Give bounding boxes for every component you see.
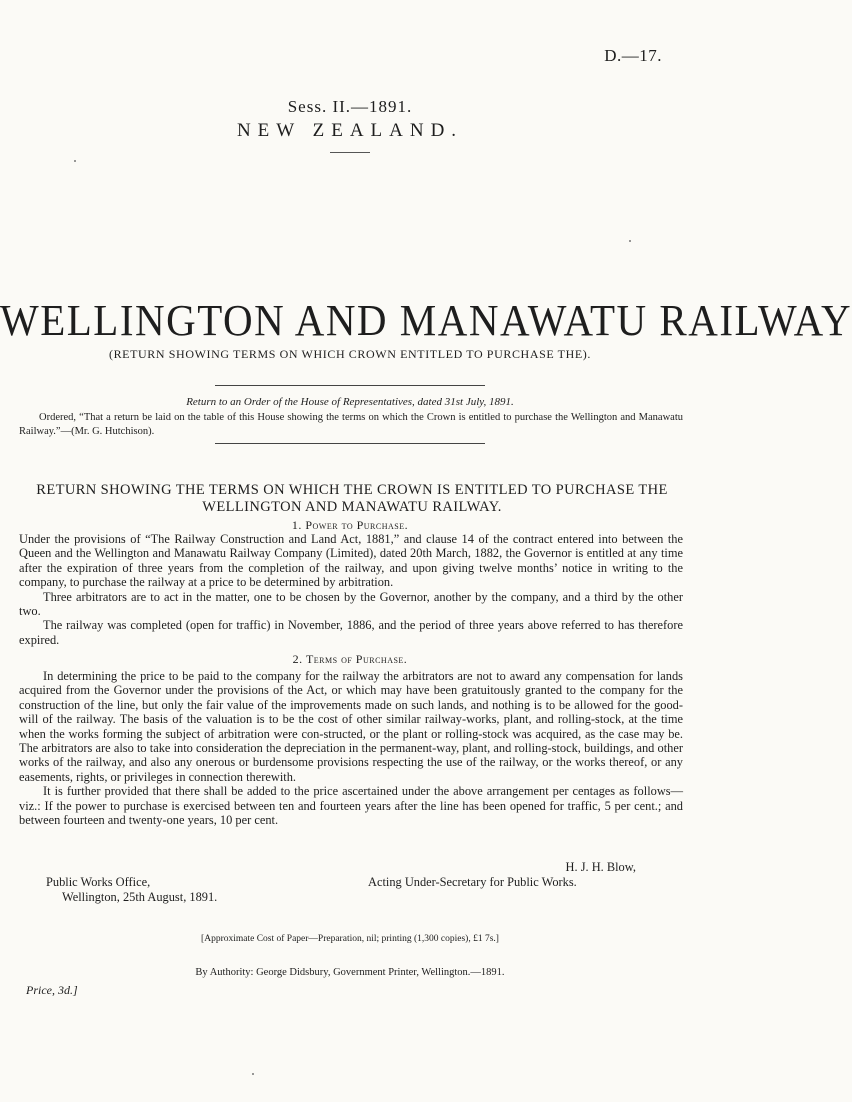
printing-cost-note: [Approximate Cost of Paper—Preparation, nil; printing (1,300 copies), £1 7s.] bbox=[201, 934, 499, 944]
section-terms-text bbox=[19, 669, 683, 827]
price-note: Price, 3d.] bbox=[26, 983, 78, 997]
section-power-text bbox=[19, 532, 683, 647]
office-address bbox=[46, 875, 217, 905]
signatory-name: H. J. H. Blow, bbox=[565, 860, 636, 874]
printer-authority: By Authority: George Didsbury, Government Printer, Wellington.—1891. bbox=[195, 967, 505, 978]
speck bbox=[252, 1073, 254, 1075]
paragraph: The railway was completed (open for traffic) in November, 1886, and the period of three years above referred to has therefore expired. bbox=[19, 618, 683, 647]
speck bbox=[74, 160, 76, 162]
document-subtitle: (RETURN SHOWING TERMS ON WHICH CROWN ENTITLED TO PURCHASE THE). bbox=[108, 347, 592, 361]
office-date-line: Wellington, 25th August, 1891. bbox=[62, 890, 218, 904]
rule-divider bbox=[215, 443, 485, 444]
section-title-terms: 2. Terms of Purchase. bbox=[292, 652, 408, 666]
rule-divider bbox=[215, 385, 485, 386]
return-order-line: Return to an Order of the House of Representatives, dated 31st July, 1891. bbox=[186, 396, 514, 408]
return-heading: RETURN SHOWING THE TERMS ON WHICH THE CROWN IS ENTITLED TO PURCHASE THE WELLINGTON AND MANAWATU RAILWAY. bbox=[36, 482, 668, 515]
speck bbox=[629, 240, 631, 242]
session-line: Sess. II.—1891. bbox=[287, 97, 413, 116]
short-rule bbox=[330, 152, 370, 153]
paragraph: Under the provisions of “The Railway Construction and Land Act, 1881,” and clause 14 of the contract entered into between the Queen and the Wellington and Manawatu Railway Company (Limited), dated 20th March, 1882, the Governor is entitled at any time after the expiration of three years from the completion of the railway, and upon giving twelve months’ notice in writing to the company, to purchase the railway at a price to be determined by arbitration. bbox=[19, 532, 683, 590]
document-title: WELLINGTON AND MANAWATU RAILWAY bbox=[0, 295, 852, 345]
paragraph: It is further provided that there shall be added to the price ascertained under the above arrangement per centages as follows—viz.: If the power to purchase is exercised between ten and fourteen years after the line has been opened for traffic, 5 per cent.; and between fourteen and twenty-one years, 10 per cent. bbox=[19, 784, 683, 828]
office-line: Public Works Office, bbox=[46, 875, 151, 889]
signatory-position: Acting Under-Secretary for Public Works. bbox=[368, 875, 577, 889]
paragraph: Three arbitrators are to act in the matter, one to be chosen by the Governor, another by the company, and a third by the other two. bbox=[19, 589, 683, 619]
section-title-power: 1. Power to Purchase. bbox=[291, 518, 409, 532]
ordered-paragraph: Ordered, “That a return be laid on the table of this House showing the terms on which the Crown is entitled to purchase the Wellington and Manawatu Railway.”—(Mr. G. Hutchison). bbox=[19, 412, 683, 437]
country-heading: NEW ZEALAND. bbox=[236, 120, 464, 141]
document-reference: D.—17. bbox=[604, 46, 662, 65]
paragraph: In determining the price to be paid to the company for the railway the arbitrators are not to award any compensation for lands acquired from the Governor under the provisions of the Act, or which may have been gratuitously granted to the company for the construction of the line, but only the fair value of the improvements made on such lands, and nothing is to be allowed for the good-will of the railway. The basis of the valuation is to be the cost of other similar railway-works, plant, and rolling-stock, at the time when the works forming the subject of arbitration were con-structed, or the plant or rolling-stock was acquired, as the case may be. The arbitrators are also to take into consideration the depreciation in the permanent-way, plant, and rolling-stock, buildings, and other works of the railway, and also any onerous or burdensome provisions respecting the use of the railway, or the works thereof, or any easements, rights, or privileges in connection therewith. bbox=[19, 669, 683, 784]
